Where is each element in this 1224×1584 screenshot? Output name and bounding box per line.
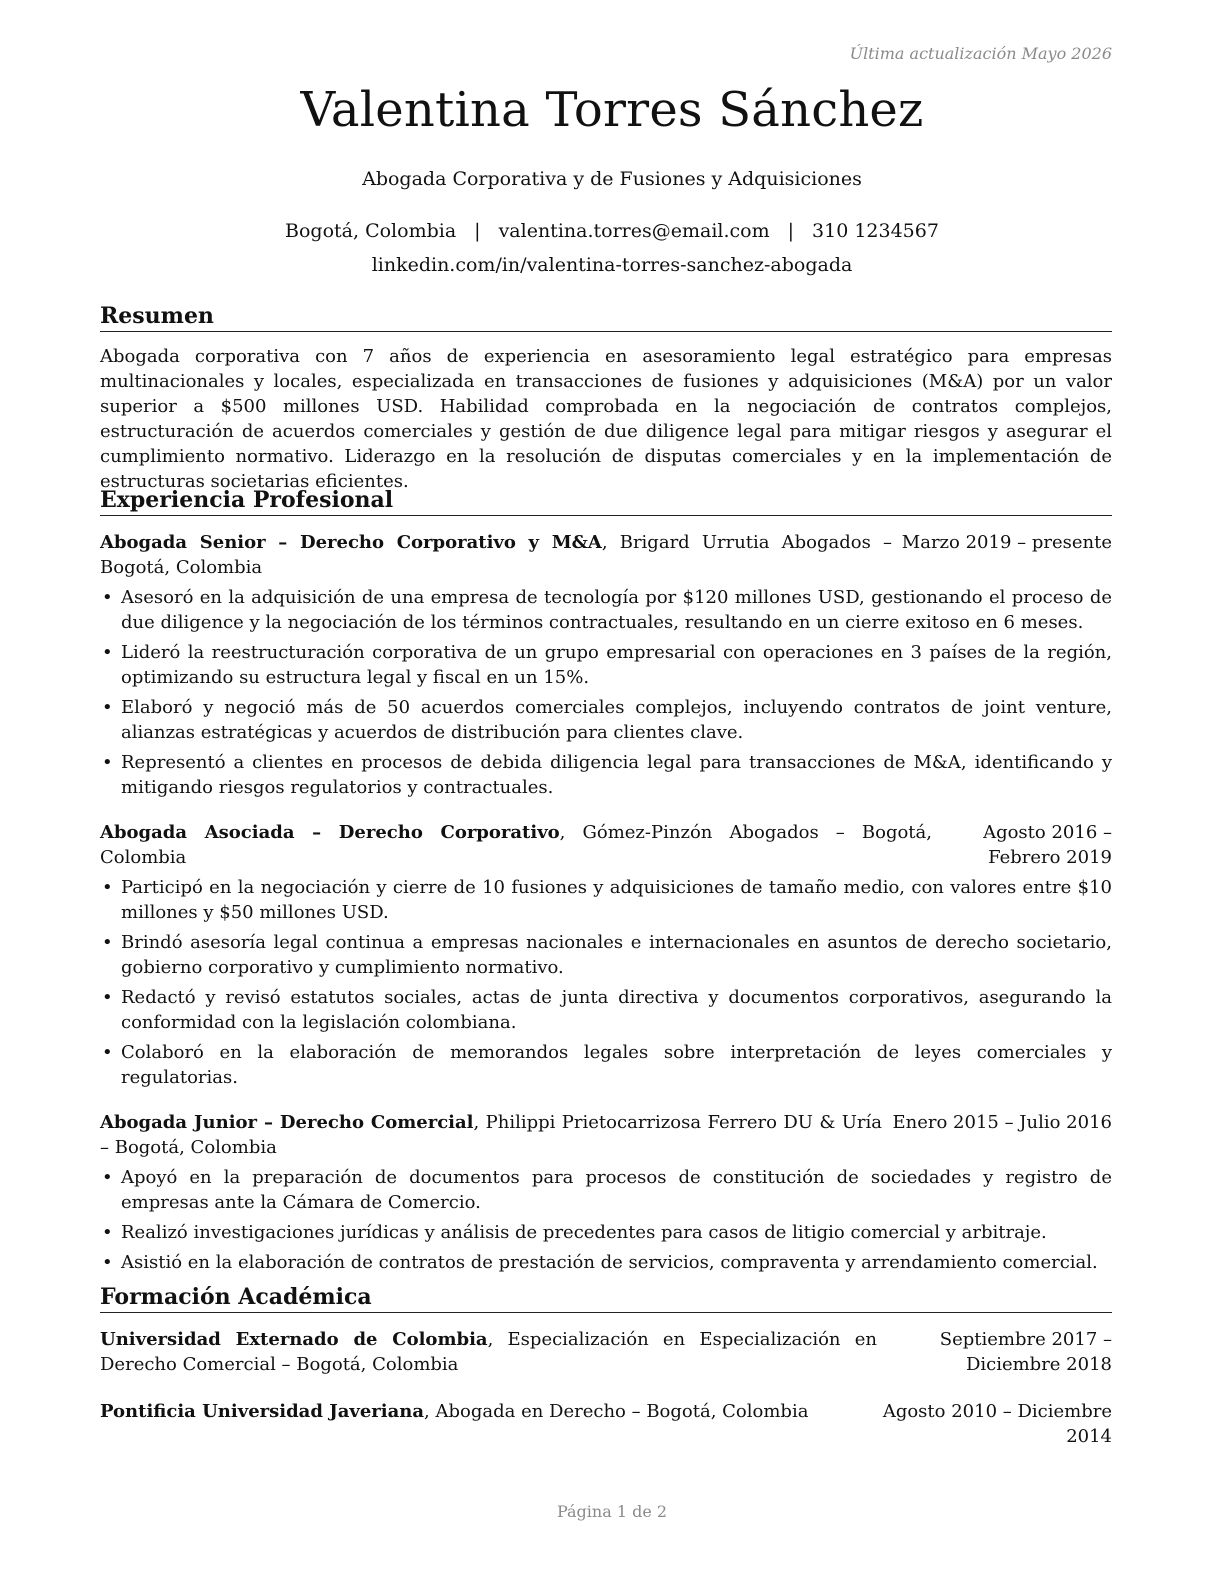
section-heading-education: Formación Académica [100, 1285, 1112, 1313]
job-bullets [100, 875, 1112, 1090]
job-dates: Enero 2015 – Julio 2016 [892, 1112, 1112, 1133]
location: Bogotá, Colombia [285, 220, 457, 242]
education-header [100, 1399, 1112, 1449]
education-section [100, 1285, 1112, 1449]
job-org: , Brigard Urrutia Abogados – Bogotá, Colombia [100, 532, 893, 578]
education-line [100, 1399, 877, 1424]
job-header [100, 820, 1112, 870]
list-item: • Apoyó en la preparación de documentos para procesos de constitución de sociedades y registro de empresas ante la Cámara de Comercio. [100, 1165, 1112, 1215]
contact-line [0, 220, 1224, 242]
list-item: • Elaboró y negoció más de 50 acuerdos comerciales complejos, incluyendo contratos de joint venture, alianzas estratégicas y acuerdos de distribución para clientes clave. [100, 695, 1112, 745]
job-bullets [100, 585, 1112, 800]
list-item: • Participó en la negociación y cierre de 10 fusiones y adquisiciones de tamaño medio, con valores entre $10 millones y $50 millones USD. [100, 875, 1112, 925]
experience-section [100, 488, 1112, 1280]
section-heading-summary: Resumen [100, 304, 1112, 332]
email-link[interactable]: valentina.torres@email.com [498, 220, 770, 242]
job-bullets [100, 1165, 1112, 1275]
education-dates: Agosto 2010 – Diciembre 2014 [882, 1401, 1112, 1447]
candidate-name: Valentina Torres Sánchez [300, 82, 924, 138]
summary-text: Abogada corporativa con 7 años de experiencia en asesoramiento legal estratégico para empresas multinacionales y locales, especializada en transacciones de fusiones y adquisiciones (M&A) por un valor superior a $500 millones USD. Habilidad comprobada en la negociación de contratos complejos, estructuración de acuerdos comerciales y gestión de due diligence legal para mitigar riesgos y asegurar el cumplimiento normativo. Liderazgo en la resolución de disputas comerciales y en la implementación de estructuras societarias eficientes. [100, 346, 1112, 492]
degree-detail: , Abogada en Derecho – Bogotá, Colombia [424, 1401, 809, 1422]
list-item: • Realizó investigaciones jurídicas y análisis de precedentes para casos de litigio comercial y arbitraje. [100, 1220, 1112, 1245]
last-updated: Última actualización Mayo 2026 [849, 44, 1112, 63]
list-item: • Asistió en la elaboración de contratos de prestación de servicios, compraventa y arrendamiento comercial. [100, 1250, 1112, 1275]
summary-section [100, 304, 1112, 494]
education-header [100, 1327, 1112, 1377]
job-entry [100, 1110, 1112, 1275]
phone: 310 1234567 [812, 220, 939, 242]
job-role: Abogada Junior – Derecho Comercial [100, 1112, 474, 1133]
degree-detail: , Especialización en Especialización en Derecho Comercial – Bogotá, Colombia [100, 1329, 877, 1375]
job-role: Abogada Senior – Derecho Corporativo y M&A [100, 532, 602, 553]
list-item: • Colaboró en la elaboración de memorandos legales sobre interpretación de leyes comerciales y regulatorias. [100, 1040, 1112, 1090]
education-entry [100, 1399, 1112, 1449]
job-header [100, 530, 1112, 580]
job-title-line [100, 820, 932, 870]
list-item: • Representó a clientes en procesos de debida diligencia legal para transacciones de M&A, identificando y mitigando riesgos regulatorios y contractuales. [100, 750, 1112, 800]
separator: | [787, 220, 795, 242]
education-line [100, 1327, 877, 1377]
list-item: • Lideró la reestructuración corporativa de un grupo empresarial con operaciones en 3 países de la región, optimizando su estructura legal y fiscal en un 15%. [100, 640, 1112, 690]
job-entry [100, 530, 1112, 800]
education-dates: Septiembre 2017 – Diciembre 2018 [939, 1329, 1112, 1375]
job-dates: Marzo 2019 – presente [901, 532, 1112, 553]
job-org: , Philippi Prietocarrizosa Ferrero DU & Uría – Bogotá, Colombia [100, 1112, 883, 1158]
job-title-line [100, 1110, 882, 1160]
list-item: • Brindó asesoría legal continua a empresas nacionales e internacionales en asuntos de derecho societario, gobierno corporativo y cumplimiento normativo. [100, 930, 1112, 980]
list-item: • Redactó y revisó estatutos sociales, actas de junta directiva y documentos corporativos, asegurando la conformidad con la legislación colombiana. [100, 985, 1112, 1035]
separator: | [474, 220, 481, 242]
job-role: Abogada Asociada – Derecho Corporativo [100, 822, 560, 843]
school-name: Pontificia Universidad Javeriana [100, 1401, 425, 1422]
job-header [100, 1110, 1112, 1160]
list-item: • Asesoró en la adquisición de una empresa de tecnología por $120 millones USD, gestionando el proceso de due diligence y la negociación de los términos contractuales, resultando en un cierre exitoso en 6 meses. [100, 585, 1112, 635]
school-name: Universidad Externado de Colombia [100, 1329, 488, 1350]
professional-title: Abogada Corporativa y de Fusiones y Adquisiciones [362, 168, 862, 190]
linkedin-link[interactable]: linkedin.com/in/valentina-torres-sanchez-abogada [371, 254, 853, 276]
section-heading-experience: Experiencia Profesional [100, 488, 1112, 516]
job-org: , Gómez-Pinzón Abogados – Bogotá, Colombia [100, 822, 932, 868]
education-entry [100, 1327, 1112, 1377]
job-title-line [100, 530, 892, 580]
page-number: Página 1 de 2 [556, 1502, 668, 1521]
job-entry [100, 820, 1112, 1090]
job-dates: Agosto 2016 – Febrero 2019 [983, 822, 1112, 868]
